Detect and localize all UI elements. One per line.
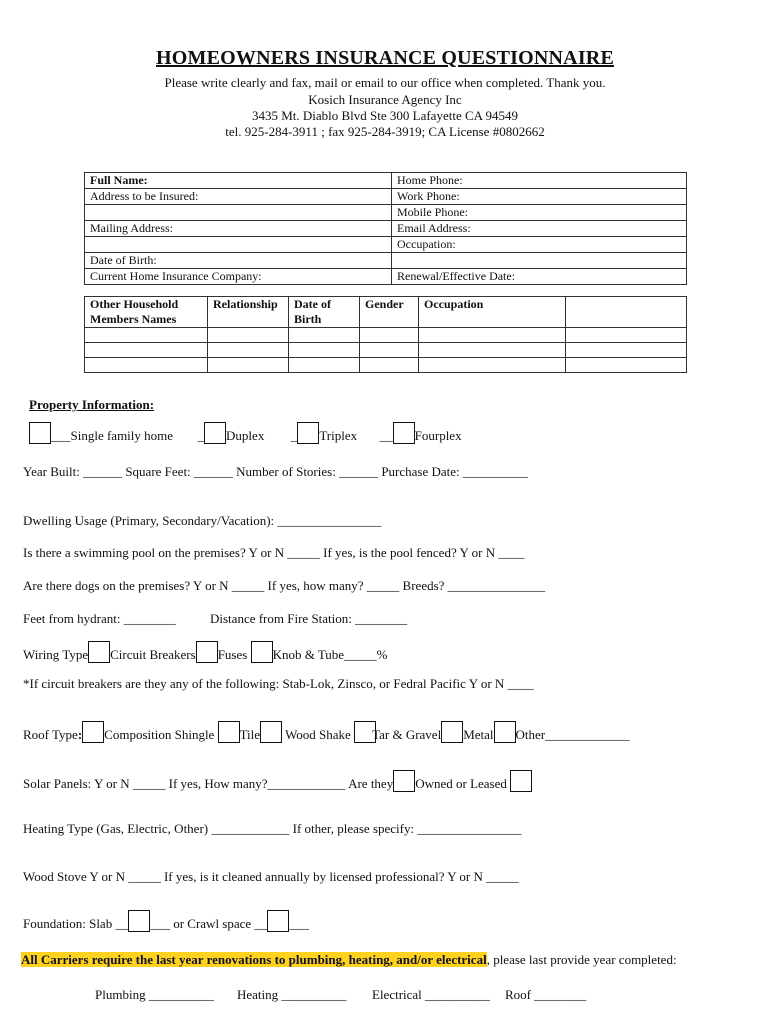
col-member-names: Other Household Members Names [85,297,208,328]
col-dob: Date of Birth [289,297,360,328]
agency-contact: tel. 925-284-3911 ; fax 925-284-3919; CA License #0802662 [225,124,545,139]
crawl-space-label: ___ or Crawl space __ [150,916,268,931]
solar-row [23,770,532,792]
duplex-label: Duplex [226,428,265,443]
work-phone-field[interactable]: Work Phone: [392,189,687,205]
duplex-checkbox[interactable] [204,422,226,444]
solar-question[interactable]: Solar Panels: Y or N _____ If yes, How many?____________ Are they [23,776,394,791]
household-table [84,296,687,373]
table-row[interactable] [85,358,687,373]
fourplex-checkbox[interactable] [393,422,415,444]
circuit-breakers-label: Circuit Breakers [110,647,196,662]
owned-checkbox[interactable] [393,770,415,792]
wiring-row [23,641,387,663]
foundation-trail: ___ [289,916,309,931]
slab-checkbox[interactable] [128,910,150,932]
composition-label: Composition Shingle [104,727,215,742]
crawl-space-checkbox[interactable] [267,910,289,932]
instruction-text: Please write clearly and fax, mail or email to our office when completed. Thank you. [164,75,606,90]
wiring-label: Wiring Type [23,647,89,662]
mailing-blank-cell[interactable] [85,237,392,253]
renewal-date-field[interactable]: Renewal/Effective Date: [392,269,687,285]
hydrant-line[interactable]: Feet from hydrant: ________ [23,611,176,626]
plumbing-field[interactable]: Plumbing __________ [95,987,214,1002]
foundation-slab-label: Foundation: Slab __ [23,916,129,931]
col-gender: Gender [360,297,419,328]
fourplex-label: Fourplex [414,428,462,443]
full-name-field[interactable]: Full Name: [85,173,392,189]
fuses-checkbox[interactable] [196,641,218,663]
other-checkbox[interactable] [494,721,516,743]
circuit-breakers-checkbox[interactable] [88,641,110,663]
owned-leased-label: Owned or Leased [415,776,507,791]
renovations-highlight: All Carriers require the last year renovations to plumbing, heating, and/or electrical [21,952,487,967]
knob-tube-label: Knob & Tube_____% [272,647,388,662]
tar-gravel-label: Tar & Gravel [372,727,442,742]
electrical-field[interactable]: Electrical __________ [372,987,491,1002]
metal-checkbox[interactable] [441,721,463,743]
table-row[interactable] [85,328,687,343]
email-field[interactable]: Email Address: [392,221,687,237]
dwelling-type-row: ___Single family home _ Duplex _ Triplex __ Fourplex [29,422,462,444]
col-occupation: Occupation [419,297,566,328]
leased-checkbox[interactable] [510,770,532,792]
dwelling-usage-line[interactable]: Dwelling Usage (Primary, Secondary/Vacation): ________________ [23,513,382,528]
dob-field[interactable]: Date of Birth: [85,253,392,269]
wood-shake-checkbox[interactable] [260,721,282,743]
current-company-field[interactable]: Current Home Insurance Company: [85,269,392,285]
roof-label: Roof Type [23,727,78,742]
breakers-note[interactable]: *If circuit breakers are they any of the following: Stab-Lok, Zinsco, or Fedral Pacific Y or N ____ [23,676,534,691]
single-family-label: Single family home [70,428,174,443]
fuses-label: Fuses [217,647,248,662]
blank-cell[interactable] [392,253,687,269]
address-insured-field[interactable]: Address to be Insured: [85,189,392,205]
triplex-label: Triplex [319,428,358,443]
roof-year-field[interactable]: Roof ________ [505,987,587,1002]
occupation-field[interactable]: Occupation: [392,237,687,253]
tile-checkbox[interactable] [218,721,240,743]
agency-name: Kosich Insurance Agency Inc [308,92,462,107]
mailing-address-field[interactable]: Mailing Address: [85,221,392,237]
agency-address: 3435 Mt. Diablo Blvd Ste 300 Lafayette CA 94549 [251,108,519,123]
renovations-rest: , please last provide year completed: [486,952,677,967]
year-built-line[interactable]: Year Built: ______ Square Feet: ______ Number of Stories: ______ Purchase Date: __________ [23,464,528,479]
knob-tube-checkbox[interactable] [251,641,273,663]
pool-line[interactable]: Is there a swimming pool on the premises? Y or N _____ If yes, is the pool fenced? Y or N ____ [23,545,525,560]
col-extra [566,297,687,328]
single-family-checkbox[interactable] [29,422,51,444]
mobile-phone-field[interactable]: Mobile Phone: [392,205,687,221]
applicant-info-table [84,172,687,285]
roof-row [23,721,630,743]
table-row[interactable] [85,343,687,358]
other-label[interactable]: Other_____________ [515,727,630,742]
col-relationship: Relationship [208,297,289,328]
composition-checkbox[interactable] [82,721,104,743]
metal-label: Metal [463,727,494,742]
fire-station-line[interactable]: Distance from Fire Station: ________ [210,611,408,626]
heating-type-line[interactable]: Heating Type (Gas, Electric, Other) ____________ If other, please specify: ________________ [23,821,522,836]
heating-year-field[interactable]: Heating __________ [237,987,347,1002]
wood-shake-label: Wood Shake [285,727,351,742]
foundation-row [23,910,309,932]
address-blank-cell[interactable] [85,205,392,221]
wood-stove-line[interactable]: Wood Stove Y or N _____ If yes, is it cleaned annually by licensed professional? Y or N _____ [23,869,519,884]
home-phone-field[interactable]: Home Phone: [392,173,687,189]
tile-label: Tile [239,727,261,742]
triplex-checkbox[interactable] [297,422,319,444]
roof-colon: : [77,727,83,742]
property-heading: Property Information: [29,397,155,412]
dogs-line[interactable]: Are there dogs on the premises? Y or N _____ If yes, how many? _____ Breeds? _______________ [23,578,546,593]
form-title: HOMEOWNERS INSURANCE QUESTIONNAIRE [156,47,614,69]
renovations-note [21,952,677,968]
